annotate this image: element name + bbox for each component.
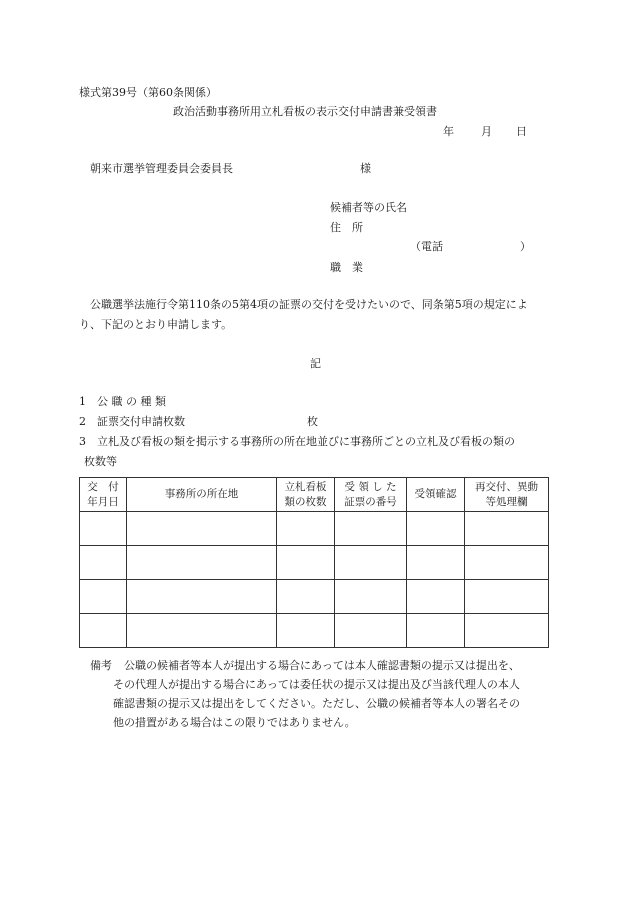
applicant-occupation-label: 職 業 (330, 261, 363, 274)
table-row (80, 614, 549, 648)
table-cell[interactable] (277, 580, 335, 614)
table-cell[interactable] (465, 614, 549, 648)
date-month-label: 月 (481, 125, 492, 138)
item-number: 1 (79, 395, 86, 408)
header-receipt-confirmation: 受領確認 (407, 478, 465, 512)
table-row (80, 512, 549, 546)
phone-open: （電話 (410, 240, 443, 253)
header-issue-date: 交 付 年月日 (80, 478, 127, 512)
table-cell[interactable] (127, 580, 277, 614)
addressee: 朝来市選挙管理委員会委員長 (90, 162, 233, 175)
header-office-address: 事務所の所在地 (127, 478, 277, 512)
table-cell[interactable] (277, 546, 335, 580)
table-cell[interactable] (277, 512, 335, 546)
table-cell[interactable] (407, 512, 465, 546)
table-cell[interactable] (335, 614, 407, 648)
table-cell[interactable] (465, 512, 549, 546)
ki-heading: 記 (310, 357, 321, 370)
applicant-name-label: 候補者等の氏名 (330, 201, 407, 214)
table-header-row (80, 478, 549, 512)
phone-close: ） (520, 240, 531, 253)
item-text: 証票交付申請枚数 (97, 415, 185, 428)
table-cell[interactable] (127, 512, 277, 546)
table-cell[interactable] (407, 546, 465, 580)
table-cell[interactable] (465, 580, 549, 614)
table-cell[interactable] (127, 614, 277, 648)
applicant-address-label: 住 所 (330, 221, 363, 234)
table-cell[interactable] (80, 580, 127, 614)
remarks-line: 他の措置がある場合はこの限りではありません。 (113, 716, 356, 729)
table-cell[interactable] (465, 546, 549, 580)
table-row (80, 546, 549, 580)
honorific: 様 (360, 162, 371, 175)
item-text: 公 職 の 種 類 (97, 395, 166, 408)
remarks-line: 公職の候補者等本人が提出する場合にあっては本人確認書類の提示又は提出を、 (124, 659, 520, 672)
body-text-line1: 公職選挙法施行令第110条の5第4項の証票の交付を受けたいので、同条第5項の規定によ (90, 298, 528, 311)
remarks-line: その代理人が提出する場合にあっては委任状の提示又は提出及び当該代理人の本人 (113, 678, 520, 691)
header-reissue-processing: 再交付、異動 等処理欄 (465, 478, 549, 512)
remarks-label: 備考 (90, 659, 112, 672)
table-cell[interactable] (335, 512, 407, 546)
form-number: 様式第39号（第60条関係） (79, 86, 217, 99)
table-row (80, 580, 549, 614)
table-cell[interactable] (407, 614, 465, 648)
date-year-label: 年 (443, 125, 454, 138)
office-table (79, 477, 549, 648)
table-cell[interactable] (335, 546, 407, 580)
body-text-line2: り、下記のとおり申請します。 (79, 318, 233, 331)
item-text-continuation: 枚数等 (84, 455, 117, 468)
table-cell[interactable] (407, 580, 465, 614)
header-sign-count: 立札看板 類の枚数 (277, 478, 335, 512)
item-number: 3 (79, 435, 86, 448)
document-title: 政治活動事務所用立札看板の表示交付申請書兼受領書 (173, 105, 437, 118)
item-suffix: 枚 (307, 415, 318, 428)
table-cell[interactable] (80, 546, 127, 580)
remarks-line: 確認書類の提示又は提出をしてください。ただし、公職の候補者等本人の署名その (113, 697, 520, 710)
table-cell[interactable] (80, 614, 127, 648)
table-cell[interactable] (335, 580, 407, 614)
item-number: 2 (79, 415, 86, 428)
table-cell[interactable] (80, 512, 127, 546)
item-text: 立札及び看板の類を掲示する事務所の所在地並びに事務所ごとの立札及び看板の類の (97, 435, 515, 448)
table-cell[interactable] (277, 614, 335, 648)
date-day-label: 日 (516, 125, 527, 138)
table-cell[interactable] (127, 546, 277, 580)
header-certificate-number: 受 領 し た 証票の番号 (335, 478, 407, 512)
